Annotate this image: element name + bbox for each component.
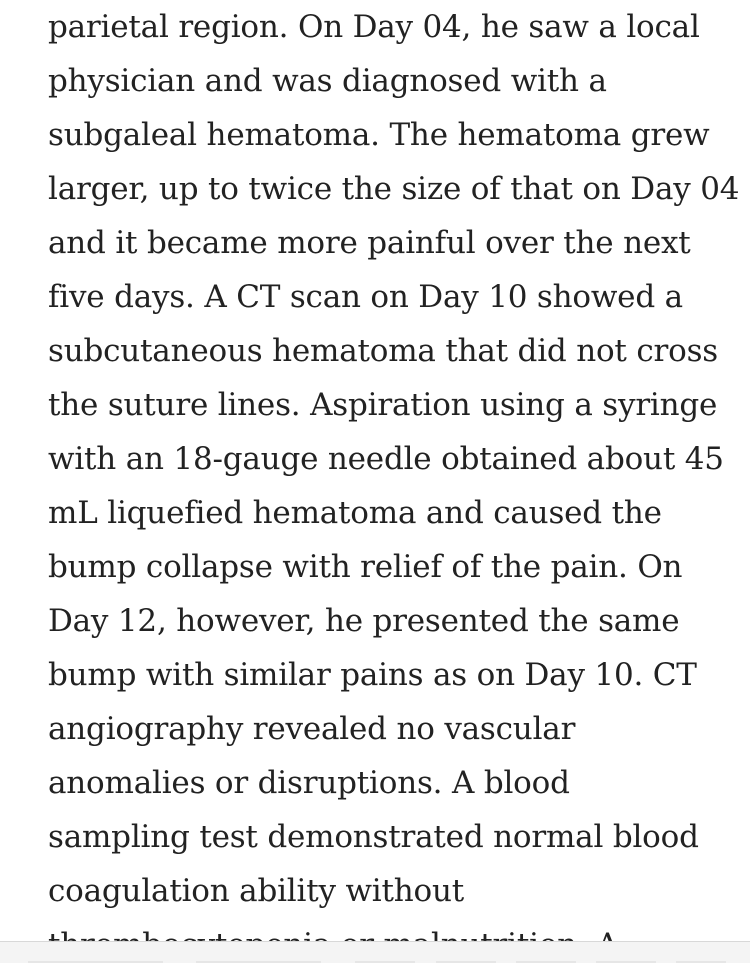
article-line: subcutaneous hematoma that did not cross <box>48 333 719 369</box>
article-line: subgaleal hematoma. The hematoma grew <box>48 117 710 153</box>
article-line: Day 12, however, he presented the same <box>48 603 680 639</box>
bottom-toolbar <box>0 941 750 963</box>
article-line: anomalies or disruptions. A blood <box>48 765 570 801</box>
article-line: coagulation ability without <box>48 873 465 909</box>
article-line: and it became more painful over the next <box>48 225 691 261</box>
article-line: bump collapse with relief of the pain. On <box>48 549 683 585</box>
article-line: with an 18-gauge needle obtained about 45 <box>48 441 724 477</box>
article-line: five days. A CT scan on Day 10 showed a <box>48 279 683 315</box>
article-line: parietal region. On Day 04, he saw a local <box>48 9 700 45</box>
article-line: bump with similar pains as on Day 10. CT <box>48 657 697 693</box>
article-body <box>48 0 740 963</box>
article-line: angiography revealed no vascular <box>48 711 576 747</box>
article-line: sampling test demonstrated normal blood <box>48 819 699 855</box>
article-line: larger, up to twice the size of that on Day 04 <box>48 171 740 207</box>
article-line: mL liquefied hematoma and caused the <box>48 495 662 531</box>
article-line: the suture lines. Aspiration using a syringe <box>48 387 718 423</box>
article-line: physician and was diagnosed with a <box>48 63 607 99</box>
